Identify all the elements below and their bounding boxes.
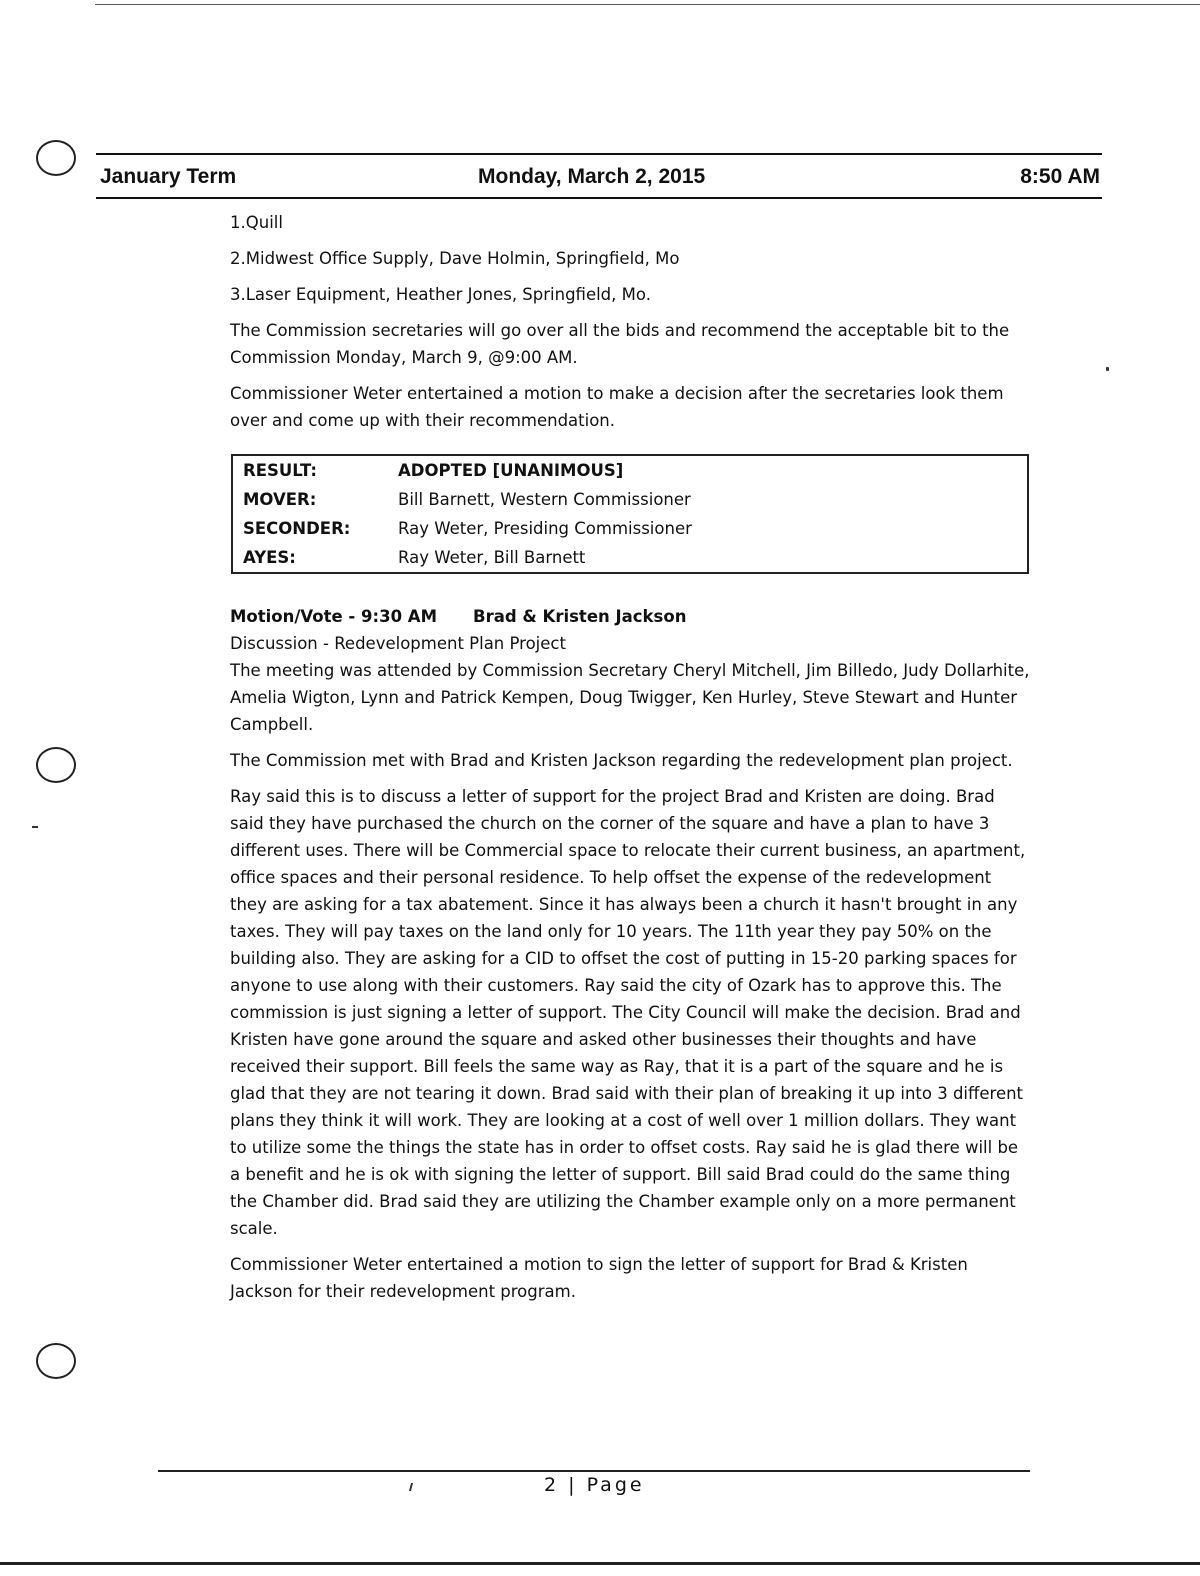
- mover-value: Bill Barnett, Western Commissioner: [398, 490, 691, 509]
- ayes-value: Ray Weter, Bill Barnett: [398, 548, 586, 567]
- header-rule-bottom: [96, 197, 1102, 199]
- seconder-label: SECONDER:: [243, 519, 351, 538]
- scan-mark: [409, 1483, 413, 1491]
- motion-heading-names: Brad & Kristen Jackson: [473, 607, 687, 626]
- punch-hole-middle: [36, 747, 76, 783]
- ayes-label: AYES:: [243, 548, 296, 567]
- motion-section: [230, 603, 1030, 1314]
- paragraph: Ray said this is to discuss a letter of support for the project Brad and Kristen are doing. Brad said they have purchased the church on the corner of the square and have a plan to have 3 different uses. There will be Commercial space to relocate their current business, an apartment, office spaces and their personal residence. To help offset the expense of the redevelopment they are asking for a tax abatement. Since it has always been a church it hasn't brought in any taxes. They will pay taxes on the land only for 10 years. The 11th year they pay 50% on the building also. They are asking for a CID to offset the cost of putting in 15-20 parking spaces for anyone to use along with their customers. Ray said the city of Ozark has to approve this. The commission is just signing a letter of support. The City Council will make the decision. Brad and Kristen have gone around the square and asked other businesses their thoughts and have received their support. Bill feels the same way as Ray, that it is a part of the square and he is glad that they are not tearing it down. Brad said with their plan of breaking it up into 3 different plans they think it will work. They are looking at a cost of well over 1 million dollars. They want to utilize some the things the state has in order to offset costs. Ray said he is glad there will be a benefit and he is ok with signing the letter of support. Bill said Brad could do the same thing the Chamber did. Brad said they are utilizing the Chamber example only on a more permanent scale.: [230, 787, 1026, 1238]
- scan-edge-top: [95, 4, 1200, 5]
- motion-heading: [230, 603, 1030, 630]
- paragraph: The Commission met with Brad and Kristen Jackson regarding the redevelopment plan project.: [230, 751, 1013, 770]
- header-rule-top: [96, 153, 1102, 155]
- header-term: January Term: [100, 165, 237, 188]
- bid-list-item: 1.Quill: [230, 213, 283, 232]
- header-time: 8:50 AM: [1020, 165, 1100, 188]
- page-header: [96, 153, 1102, 201]
- paragraph: Commissioner Weter entertained a motion to sign the letter of support for Brad & Kristen Jackson for their redevelopment program.: [230, 1255, 968, 1301]
- motion-heading-time: Motion/Vote - 9:30 AM: [230, 607, 437, 626]
- bid-section: [230, 209, 1030, 443]
- vote-result-table: [231, 454, 1029, 574]
- seconder-value: Ray Weter, Presiding Commissioner: [398, 519, 692, 538]
- scan-mark: [32, 826, 38, 828]
- page-number: 2 | Page: [544, 1474, 645, 1496]
- discussion-line: Discussion - Redevelopment Plan Project: [230, 634, 566, 653]
- scan-mark: [1106, 367, 1109, 371]
- result-label: RESULT:: [243, 461, 317, 480]
- punch-hole-top: [36, 140, 76, 176]
- paragraph: The Commission secretaries will go over all the bids and recommend the acceptable bit to the Commission Monday, March 9, @9:00 AM.: [230, 321, 1010, 367]
- header-date: Monday, March 2, 2015: [478, 165, 706, 188]
- bid-list-item: 2.Midwest Office Supply, Dave Holmin, Springfield, Mo: [230, 249, 680, 268]
- footer-rule: [158, 1470, 1030, 1472]
- scan-edge-bottom: [0, 1562, 1200, 1565]
- paragraph: Commissioner Weter entertained a motion to make a decision after the secretaries look them over and come up with their recommendation.: [230, 384, 1004, 430]
- attendees-paragraph: The meeting was attended by Commission Secretary Cheryl Mitchell, Jim Billedo, Judy Dollarhite, Amelia Wigton, Lynn and Patrick Kempen, Doug Twigger, Ken Hurley, Steve Stewart and Hunter Campbell.: [230, 661, 1030, 734]
- result-value: ADOPTED [UNANIMOUS]: [398, 461, 624, 480]
- bid-list-item: 3.Laser Equipment, Heather Jones, Springfield, Mo.: [230, 285, 651, 304]
- punch-hole-bottom: [36, 1343, 76, 1379]
- mover-label: MOVER:: [243, 490, 317, 509]
